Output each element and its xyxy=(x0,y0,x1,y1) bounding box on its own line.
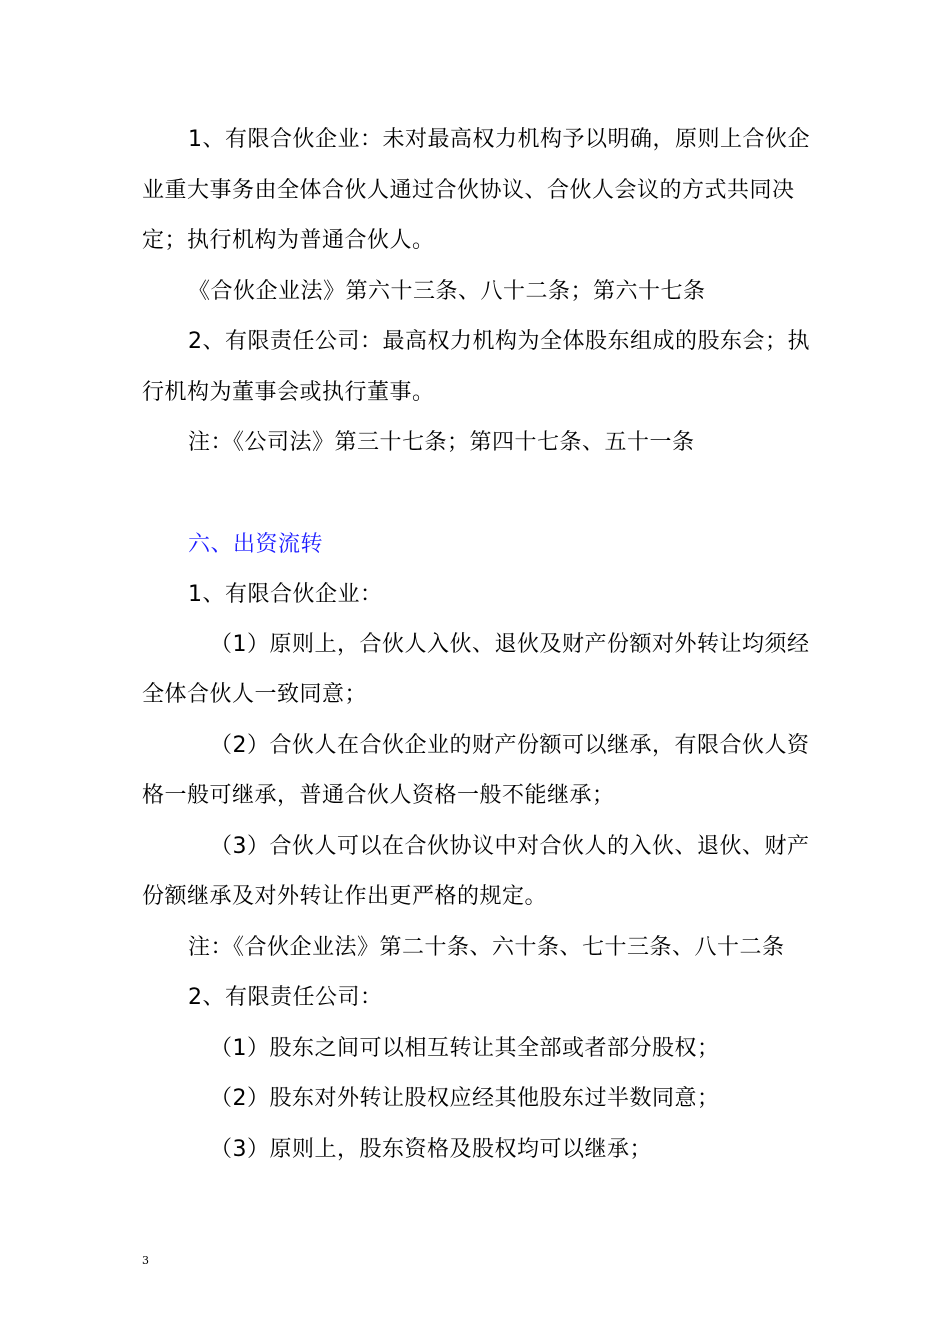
paragraph-line: 定；执行机构为普通合伙人。 xyxy=(142,228,435,253)
citation-line: 《合伙企业法》第六十三条、八十二条；第六十七条 xyxy=(188,279,706,304)
list-item: （2）合伙人在合伙企业的财产份额可以继承，有限合伙人资 xyxy=(210,733,810,758)
list-item-continuation: 全体合伙人一致同意； xyxy=(142,682,368,707)
paragraph-line: 行机构为董事会或执行董事。 xyxy=(142,380,435,405)
list-item: （3）合伙人可以在合伙协议中对合伙人的入伙、退伙、财产 xyxy=(210,834,810,859)
list-item-continuation: 份额继承及对外转让作出更严格的规定。 xyxy=(142,884,548,909)
paragraph-line: 业重大事务由全体合伙人通过合伙协议、合伙人会议的方式共同决 xyxy=(142,178,795,203)
note-line: 注：《合伙企业法》第二十条、六十条、七十三条、八十二条 xyxy=(188,935,785,960)
subsection-heading: 2、有限责任公司： xyxy=(188,985,383,1010)
list-item: （2）股东对外转让股权应经其他股东过半数同意； xyxy=(210,1086,720,1111)
page-number: 3 xyxy=(142,1254,149,1267)
paragraph-line: 2、有限责任公司：最高权力机构为全体股东组成的股东会；执 xyxy=(188,329,810,354)
list-item: （1）原则上，合伙人入伙、退伙及财产份额对外转让均须经 xyxy=(210,632,810,657)
subsection-heading: 1、有限合伙企业： xyxy=(188,582,383,607)
section-heading: 六、出资流转 xyxy=(188,532,324,557)
list-item-continuation: 格一般可继承，普通合伙人资格一般不能继承； xyxy=(142,783,615,808)
paragraph-line: 1、有限合伙企业：未对最高权力机构予以明确，原则上合伙企 xyxy=(188,127,810,152)
list-item: （1）股东之间可以相互转让其全部或者部分股权； xyxy=(210,1036,720,1061)
list-item: （3）原则上，股东资格及股权均可以继承； xyxy=(210,1137,652,1162)
note-line: 注：《公司法》第三十七条；第四十七条、五十一条 xyxy=(188,430,695,455)
